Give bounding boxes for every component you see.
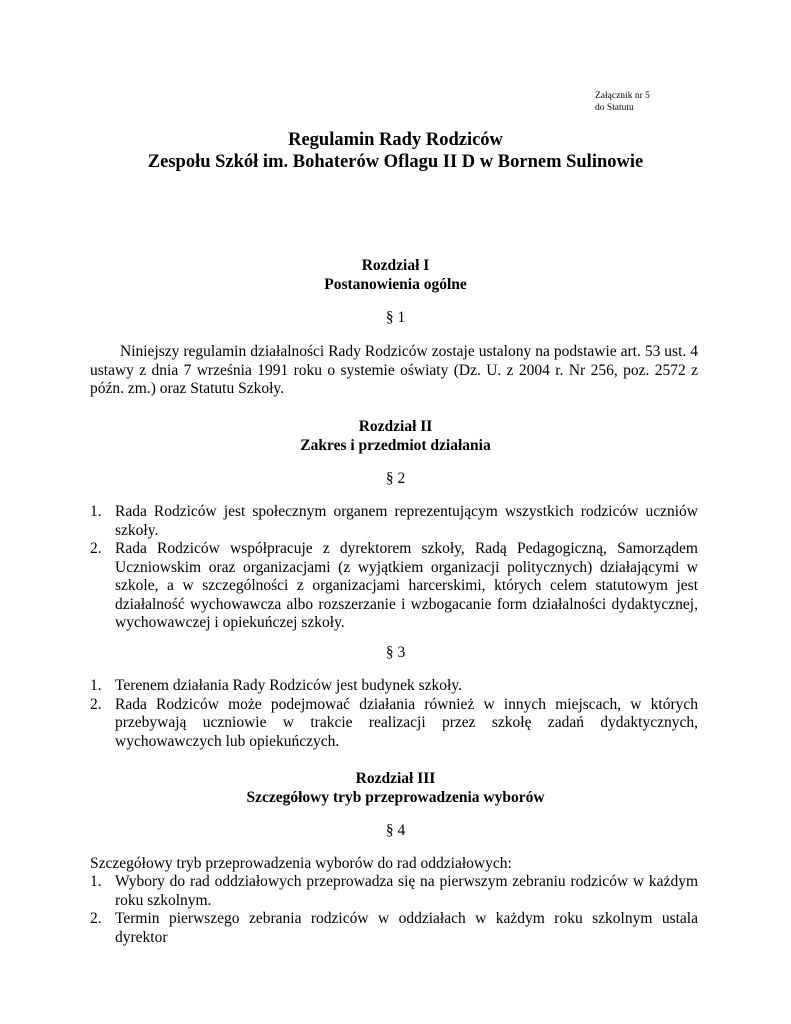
list-item-number: 2. bbox=[90, 910, 102, 927]
chapter-1-subheading: Postanowienia ogólne bbox=[324, 276, 467, 293]
chapter-3-heading: Rozdział III bbox=[355, 770, 436, 787]
section-3-list bbox=[90, 677, 698, 751]
annex-line-2: do Statutu bbox=[595, 102, 634, 113]
list-item bbox=[90, 696, 698, 752]
document-title bbox=[0, 129, 791, 173]
list-item-number: 2. bbox=[90, 540, 102, 557]
chapter-3-subheading: Szczegółowy tryb przeprowadzenia wyborów bbox=[246, 789, 545, 806]
annex-line-1: Załącznik nr 5 bbox=[595, 91, 650, 101]
list-item-text: Rada Rodziców współpracuje z dyrektorem szkoły, Radą Pedagogiczną, Samorządem Uczniowskim oraz organizacjami (z wyjątkiem organizacji politycznych) działającymi w szkole, a w szczególności z organizacjami harcerskimi, których celem statutowym jest działalność wychowawcza albo rozszerzanie i wzbogacanie form działalności dydaktycznej, wychowawczej i opiekuńczej szkoły. bbox=[115, 540, 698, 631]
section-2-list bbox=[90, 503, 698, 633]
section-3-marker: § 3 bbox=[385, 644, 406, 661]
list-item-text: Wybory do rad oddziałowych przeprowadza się na pierwszym zebraniu rodziców w każdym roku szkolnym. bbox=[115, 873, 698, 909]
section-4-marker: § 4 bbox=[385, 822, 406, 839]
chapter-2-heading: Rozdział II bbox=[358, 418, 433, 435]
list-item bbox=[90, 873, 698, 910]
list-item-number: 1. bbox=[90, 677, 102, 694]
list-item-number: 1. bbox=[90, 873, 102, 890]
list-item bbox=[90, 540, 698, 633]
title-line-1: Regulamin Rady Rodziców bbox=[288, 130, 503, 150]
list-item-text: Terenem działania Rady Rodziców jest budynek szkoły. bbox=[115, 677, 462, 694]
list-item bbox=[90, 677, 698, 696]
list-item-text: Rada Rodziców jest społecznym organem reprezentującym wszystkich rodziców uczniów szkoły. bbox=[115, 503, 698, 539]
annex-note bbox=[595, 91, 650, 114]
section-4-intro: Szczegółowy tryb przeprowadzenia wyborów do rad oddziałowych: bbox=[90, 855, 512, 872]
list-item-text: Rada Rodziców może podejmować działania również w innych miejscach, w których przebywają uczniowie w trakcie realizacji przez szkołę zadań dydaktycznych, wychowawczych lub opiekuńczych. bbox=[115, 695, 698, 750]
list-item bbox=[90, 503, 698, 540]
list-item bbox=[90, 910, 698, 947]
section-1-marker: § 1 bbox=[385, 309, 406, 326]
section-2-marker: § 2 bbox=[385, 470, 406, 487]
chapter-2-subheading: Zakres i przedmiot działania bbox=[300, 437, 491, 454]
list-item-number: 2. bbox=[90, 695, 102, 713]
chapter-1-heading: Rozdział I bbox=[361, 257, 430, 274]
list-item-number: 1. bbox=[90, 503, 102, 520]
section-1-text: Niniejszy regulamin działalności Rady Rodziców zostaje ustalony na podstawie art. 53 ust. 4 ustawy z dnia 7 września 1991 roku o systemie oświaty (Dz. U. z 2004 r. Nr 256, poz. 2572 z późn. zm.) oraz Statutu Szkoły. bbox=[90, 343, 698, 397]
list-item-text: Termin pierwszego zebrania rodziców w oddziałach w każdym roku szkolnym ustala dyrektor bbox=[115, 910, 698, 946]
title-line-2: Zespołu Szkół im. Bohaterów Oflagu II D w Bornem Sulinowie bbox=[147, 152, 644, 172]
section-4-list bbox=[90, 873, 698, 947]
